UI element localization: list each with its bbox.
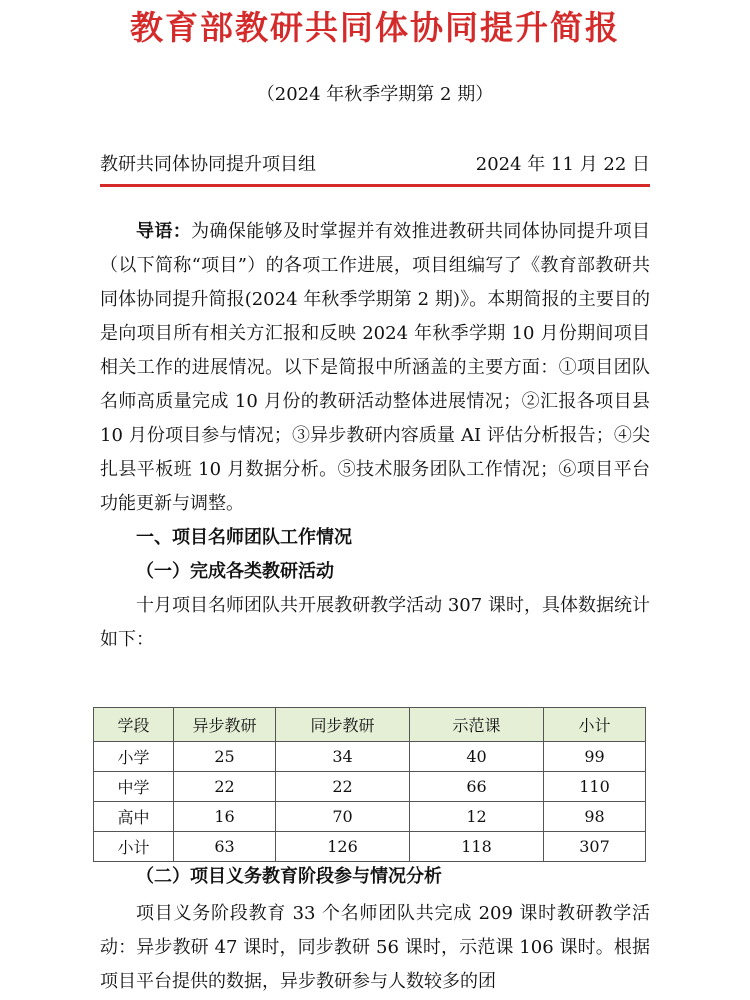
table-cell: 110 <box>544 772 646 802</box>
table-header-cell: 小计 <box>544 708 646 742</box>
meta-line <box>100 150 650 176</box>
body-section <box>100 215 650 657</box>
section1-subheading: （一）完成各类教研活动 <box>136 561 334 582</box>
table-row <box>94 802 646 832</box>
table-cell: 高中 <box>94 802 174 832</box>
section2-paragraph: 项目义务阶段教育 33 个名师团队共完成 209 课时教研教学活动：异步教研 47 课时，同步教研 56 课时，示范课 106 课时。根据项目平台提供的数据，异步教研参与人数较多的团 <box>100 903 650 992</box>
table-cell: 98 <box>544 802 646 832</box>
table-cell: 34 <box>276 742 410 772</box>
intro-paragraph <box>100 215 650 521</box>
intro-text: 为确保能够及时掌握并有效推进教研共同体协同提升项目（以下简称“项目”）的各项工作进展，项目组编写了《教育部教研共同体协同提升简报(2024 年秋季学期第 2 期)》。本期简报的主要目的是向项目所有相关方汇报和反映 2024 年秋季学期 10 月份期间项目相关工作的进展情况。以下是简报中所涵盖的主要方面：①项目团队名师高质量完成 10 月份的教研活动整体进展情况；②汇报各项目县 10 月份项目参与情况；③异步教研内容质量 AI 评估分析报告；④尖扎县平板班 10 月数据分析。⑤技术服务团队工作情况；⑥项目平台功能更新与调整。 <box>100 221 651 514</box>
table-cell: 63 <box>174 832 276 862</box>
table-cell: 25 <box>174 742 276 772</box>
table-cell: 66 <box>410 772 544 802</box>
table-cell: 小计 <box>94 832 174 862</box>
table-row <box>94 742 646 772</box>
table-row <box>94 772 646 802</box>
table-header-cell: 示范课 <box>410 708 544 742</box>
table-header-cell: 学段 <box>94 708 174 742</box>
organization: 教研共同体协同提升项目组 <box>100 154 316 175</box>
table-cell: 70 <box>276 802 410 832</box>
table-header-row <box>94 708 646 742</box>
red-divider <box>100 184 650 187</box>
table-cell: 12 <box>410 802 544 832</box>
table-cell: 126 <box>276 832 410 862</box>
intro-label: 导语： <box>136 221 192 242</box>
table-header-cell: 同步教研 <box>276 708 410 742</box>
table-cell: 118 <box>410 832 544 862</box>
section1-heading: 一、项目名师团队工作情况 <box>136 527 352 548</box>
table-cell: 小学 <box>94 742 174 772</box>
publish-date: 2024 年 11 月 22 日 <box>475 154 650 175</box>
table-header-cell: 异步教研 <box>174 708 276 742</box>
newsletter-title: 教育部教研共同体协同提升简报 <box>130 8 620 47</box>
table-cell: 22 <box>276 772 410 802</box>
section1-paragraph: 十月项目名师团队共开展教研教学活动 307 课时，具体数据统计如下： <box>100 595 650 650</box>
activity-stats-table <box>93 707 646 862</box>
table-cell: 40 <box>410 742 544 772</box>
table-cell: 22 <box>174 772 276 802</box>
section2-subheading: （二）项目义务教育阶段参与情况分析 <box>136 866 442 887</box>
issue-number: （2024 年秋季学期第 2 期） <box>256 84 494 105</box>
table-cell: 16 <box>174 802 276 832</box>
table-cell: 307 <box>544 832 646 862</box>
table-cell: 99 <box>544 742 646 772</box>
table-total-row <box>94 832 646 862</box>
table-cell: 中学 <box>94 772 174 802</box>
